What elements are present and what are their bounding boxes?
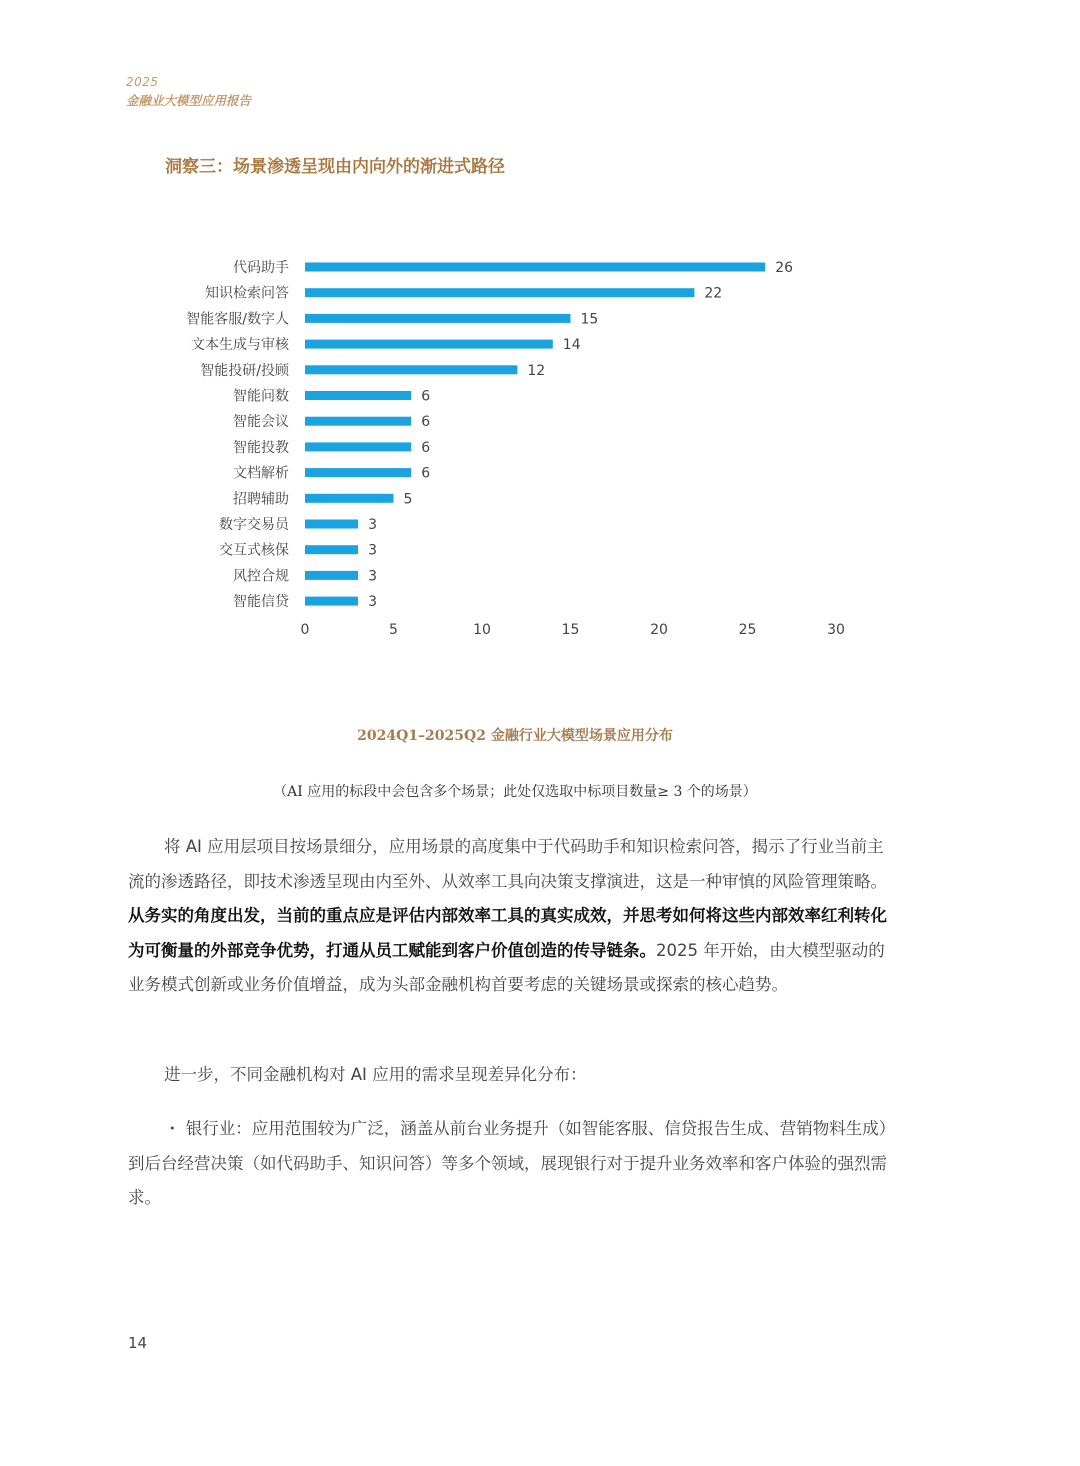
chart-caption: 2024Q1–2025Q2 金融行业大模型场景应用分布 [357, 728, 673, 744]
category-label: 数字交易员 [219, 517, 289, 533]
category-label: 知识检索问答 [205, 285, 289, 302]
bar [305, 597, 358, 606]
body-paragraph-bank: ・ 银行业：应用范围较为广泛，涵盖从前台业务提升（如智能客服、信贷报告生成、营销物料生成）到后台经营决策（如代码助手、知识问答）等多个领域，展现银行对于提升业务效率和客户体验的强烈需求。 [128, 1119, 896, 1207]
data-label: 15 [580, 311, 599, 328]
category-label: 智能投研/投顾 [200, 362, 289, 379]
bar [305, 494, 394, 503]
data-label: 3 [368, 542, 378, 559]
data-label: 3 [368, 594, 378, 611]
bar-chart [0, 240, 900, 650]
category-label: 文档解析 [233, 465, 289, 482]
section-title: 洞察三：场景渗透呈现由内向外的渐进式路径 [165, 157, 505, 177]
x-tick-label: 10 [473, 622, 491, 638]
bar [305, 520, 358, 529]
x-tick-label: 5 [389, 622, 398, 638]
page-number: 14 [128, 1334, 148, 1352]
category-label: 智能客服/数字人 [186, 311, 289, 328]
category-label: 智能会议 [233, 414, 289, 431]
x-tick-label: 0 [300, 622, 310, 638]
data-label: 14 [562, 337, 581, 354]
category-label: 风控合规 [233, 568, 289, 585]
category-label: 智能投教 [233, 439, 289, 456]
data-label: 6 [421, 414, 431, 431]
data-label: 22 [704, 285, 723, 302]
p1-tail-text: 2025 年开始，由大模型驱动的业务模式创新或业务价值增益，成为头部金融机构首要考虑的关键场景或探索的核心趋势。 [128, 940, 885, 994]
data-label: 12 [527, 362, 546, 379]
header-report-title: 金融业大模型应用报告 [126, 93, 252, 108]
bar [305, 263, 765, 272]
data-label: 6 [421, 465, 431, 482]
bar [305, 468, 411, 477]
bar [305, 442, 411, 451]
p1-bold-text: 从务实的角度出发，当前的重点应是评估内部效率工具的真实成效，并思考如何将这些内部效率红利转化为可衡量的外部竞争优势，打通从员工赋能到客户价值创造的传导链条。 [128, 906, 887, 960]
bar [305, 340, 553, 349]
bar [305, 571, 358, 580]
bar [305, 365, 517, 374]
category-label: 招聘辅助 [233, 491, 289, 508]
category-label: 智能问数 [233, 388, 289, 405]
bar [305, 391, 411, 400]
data-label: 3 [368, 568, 378, 585]
category-label: 交互式核保 [219, 542, 289, 559]
category-label: 文本生成与审核 [191, 337, 289, 354]
body-paragraph-1 [128, 830, 900, 1003]
bar [305, 417, 411, 426]
bar [305, 545, 358, 554]
data-label: 26 [775, 260, 794, 276]
x-tick-label: 20 [650, 622, 668, 638]
category-label: 代码助手 [233, 260, 289, 276]
x-tick-label: 15 [561, 622, 580, 638]
bar [305, 288, 694, 297]
p1-text: 将 AI 应用层项目按场景细分，应用场景的高度集中于代码助手和知识检索问答，揭示了行业当前主流的渗透路径，即技术渗透呈现由内至外、从效率工具向决策支撑演进，这是一种审慎的风险管理策略。 [128, 837, 887, 891]
data-label: 6 [421, 439, 431, 456]
header-year: 2025 [126, 75, 159, 89]
data-label: 6 [421, 388, 431, 405]
x-tick-label: 30 [827, 622, 845, 638]
chart-note: （AI 应用的标段中会包含多个场景；此处仅选取中标项目数量≥ 3 个的场景） [273, 784, 757, 800]
bar [305, 314, 571, 323]
body-paragraph-2: 进一步，不同金融机构对 AI 应用的需求呈现差异化分布： [164, 1065, 587, 1084]
x-tick-label: 25 [738, 622, 757, 638]
data-label: 3 [368, 517, 378, 533]
data-label: 5 [403, 491, 413, 508]
category-label: 智能信贷 [233, 594, 289, 611]
